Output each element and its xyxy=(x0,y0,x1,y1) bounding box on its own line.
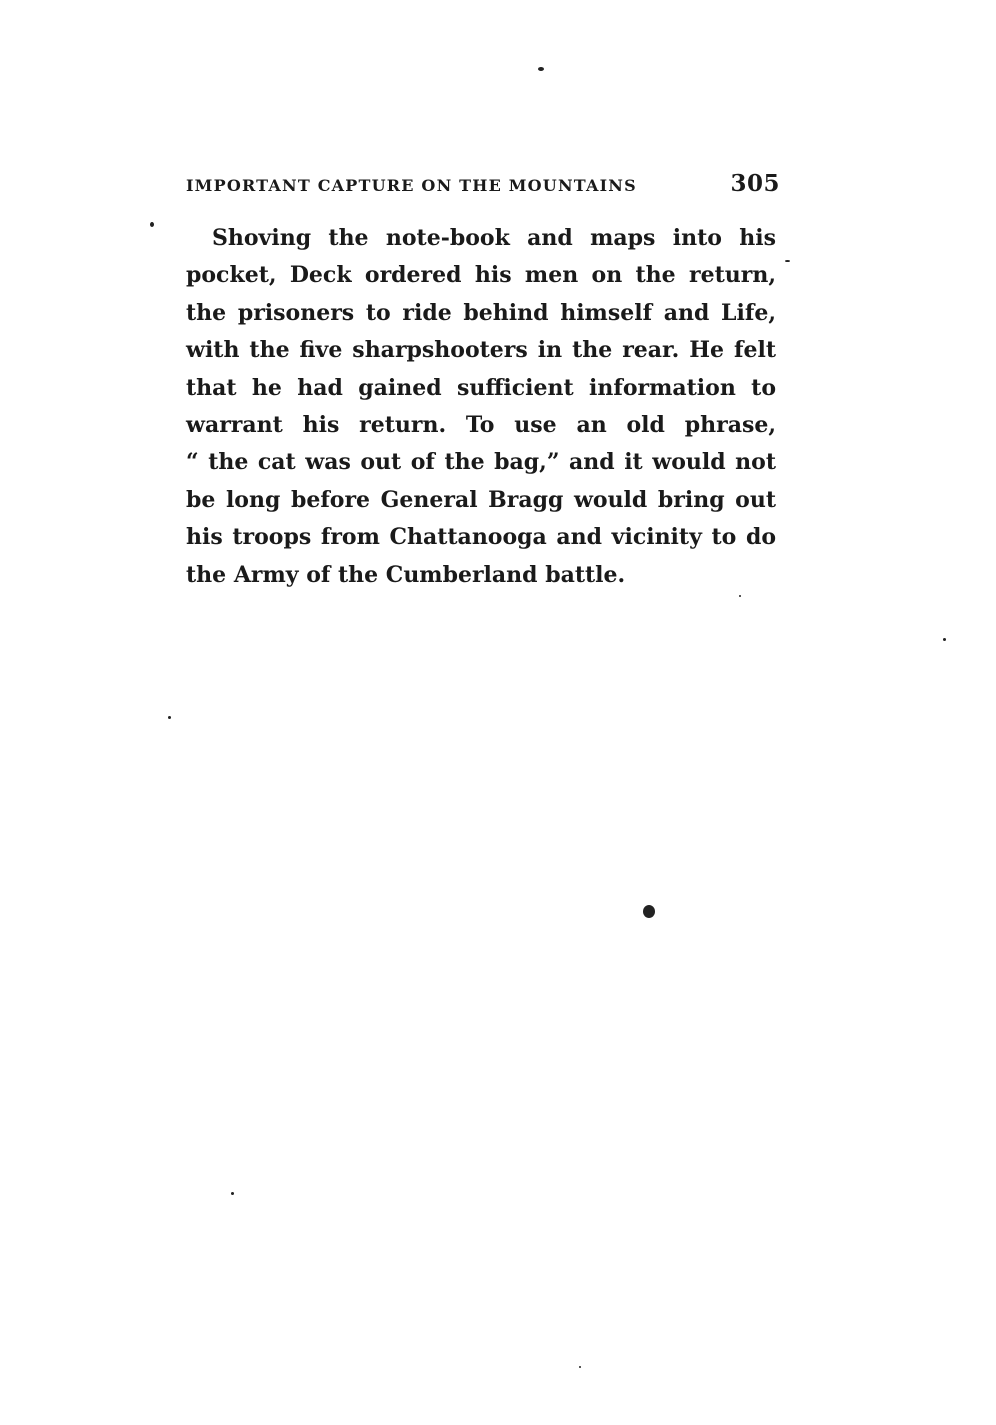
scan-speck xyxy=(739,595,741,597)
running-head xyxy=(186,170,780,197)
scan-speck xyxy=(943,638,946,641)
scan-speck xyxy=(785,260,790,262)
text-line: pocket, Deck ordered his men on the return, xyxy=(186,262,776,289)
page-number: 305 xyxy=(730,170,780,197)
text-line: Shoving the note-book and maps into his xyxy=(212,225,776,251)
text-line: with the five sharpshooters in the rear. He felt xyxy=(186,337,776,364)
body-paragraph xyxy=(186,220,776,594)
scan-speck xyxy=(643,905,655,918)
text-line: warrant his return. To use an old phrase, xyxy=(186,411,776,438)
scan-speck xyxy=(150,222,154,227)
scan-speck xyxy=(538,67,544,71)
text-line: his troops from Chattanooga and vicinity to do xyxy=(186,524,776,551)
scan-speck xyxy=(168,716,171,719)
text-line: be long before General Bragg would bring out xyxy=(186,486,776,513)
text-line: the prisoners to ride behind himself and Life, xyxy=(186,299,776,326)
text-line: “ the cat was out of the bag,” and it would not xyxy=(186,449,776,476)
running-title: IMPORTANT CAPTURE ON THE MOUNTAINS xyxy=(186,176,637,195)
scan-speck xyxy=(579,1366,581,1368)
scan-speck xyxy=(231,1192,234,1195)
text-line: the Army of the Cumberland battle. xyxy=(186,561,626,588)
text-line: that he had gained sufficient information to xyxy=(186,374,776,401)
